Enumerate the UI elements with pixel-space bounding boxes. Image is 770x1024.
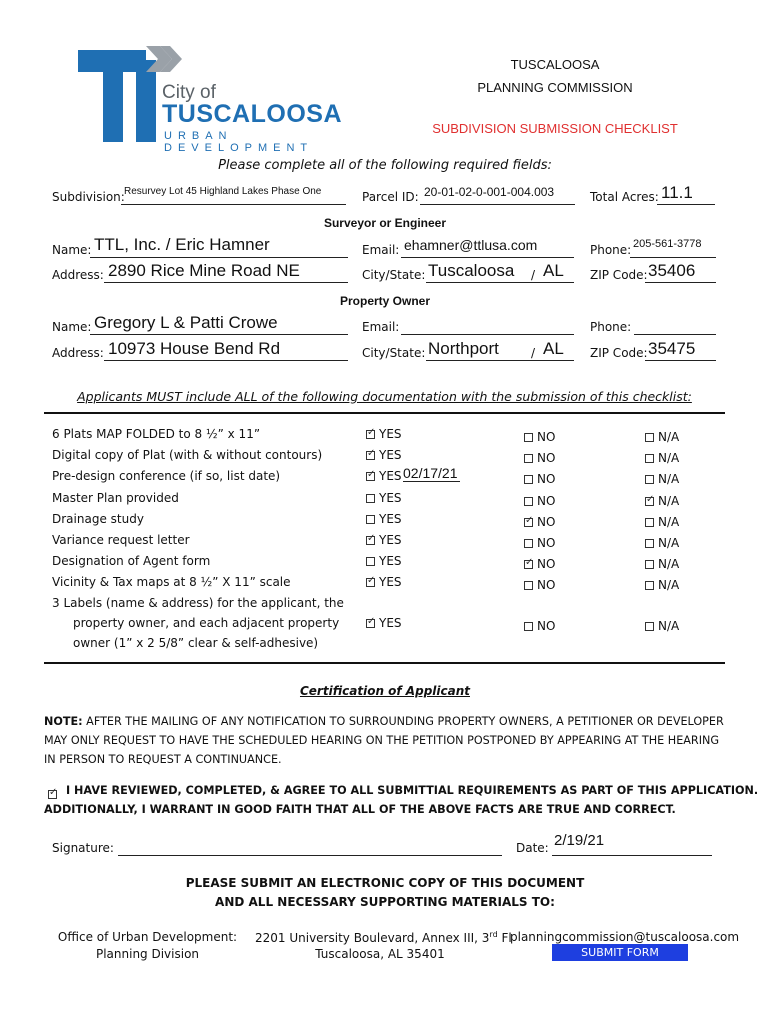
surveyor-address-label: Address: bbox=[52, 268, 104, 282]
owner-heading: Property Owner bbox=[339, 294, 431, 308]
footer-email[interactable]: planningcommission@tuscaloosa.com bbox=[510, 930, 740, 944]
date-field[interactable]: 2/19/21 bbox=[554, 832, 605, 849]
acres-field[interactable]: 11.1 bbox=[661, 183, 693, 202]
option-no bbox=[524, 536, 555, 550]
owner-city-label: City/State: bbox=[362, 346, 426, 360]
labels-option-yes bbox=[366, 616, 402, 630]
labels-option-yes-label: YES bbox=[379, 616, 402, 630]
submit-copy-line1: PLEASE SUBMIT AN ELECTRONIC COPY OF THIS DOCUMENT bbox=[185, 876, 585, 890]
checkbox-no[interactable] bbox=[524, 539, 533, 548]
option-no-label: NO bbox=[537, 578, 556, 592]
option-na bbox=[645, 494, 679, 508]
labels-checkbox-yes[interactable] bbox=[366, 619, 375, 628]
city-logo bbox=[78, 42, 368, 154]
note-line3: IN PERSON TO REQUEST A CONTINUANCE. bbox=[44, 753, 282, 766]
option-yes-label: YES bbox=[379, 427, 402, 441]
logo-name: TUSCALOOSA bbox=[162, 100, 342, 128]
logo-city-of: City of bbox=[162, 82, 216, 103]
option-na bbox=[645, 578, 679, 592]
checkbox-na[interactable] bbox=[645, 560, 654, 569]
surveyor-email-field[interactable]: ehamner@ttlusa.com bbox=[404, 237, 538, 253]
owner-slash: / bbox=[531, 346, 536, 360]
checklist-item-label: Pre-design conference (if so, list date) bbox=[52, 469, 281, 483]
note-line2: MAY ONLY REQUEST TO HAVE THE SCHEDULED HEARING ON THE PETITION POSTPONED BY APPEARING AT THE HEARING bbox=[44, 734, 720, 747]
agree-line1: I HAVE REVIEWED, COMPLETED, & AGREE TO ALL SUBMITTIAL REQUIREMENTS AS PART OF THIS APPLICATION. bbox=[66, 784, 759, 797]
checkbox-no[interactable] bbox=[524, 454, 533, 463]
subdivision-label: Subdivision: bbox=[52, 190, 125, 204]
checkbox-yes[interactable] bbox=[366, 536, 375, 545]
option-na-label: N/A bbox=[658, 536, 680, 550]
option-no bbox=[524, 494, 555, 508]
option-na-label: N/A bbox=[658, 451, 680, 465]
address-line1-end: Fl bbox=[497, 931, 512, 945]
option-na-label: N/A bbox=[658, 472, 680, 486]
surveyor-slash: / bbox=[531, 268, 536, 282]
option-no-label: NO bbox=[537, 451, 556, 465]
address-line2: Tuscaloosa, AL 35401 bbox=[315, 947, 445, 961]
signature-label: Signature: bbox=[52, 841, 114, 855]
surveyor-name-field[interactable]: TTL, Inc. / Eric Hamner bbox=[94, 235, 270, 254]
mailing-address bbox=[255, 930, 512, 945]
option-na-label: N/A bbox=[658, 494, 680, 508]
surveyor-email-label: Email: bbox=[362, 243, 400, 257]
checkbox-na[interactable] bbox=[645, 581, 654, 590]
surveyor-state-field[interactable]: AL bbox=[543, 261, 564, 280]
checklist-bottom-rule bbox=[44, 662, 725, 664]
option-na-label: N/A bbox=[658, 578, 680, 592]
labels-item-line2: property owner, and each adjacent property bbox=[73, 616, 340, 630]
option-na-label: N/A bbox=[658, 430, 680, 444]
checkbox-yes[interactable] bbox=[366, 430, 375, 439]
option-na-label: N/A bbox=[658, 557, 680, 571]
labels-checkbox-na[interactable] bbox=[645, 622, 654, 631]
option-no-label: NO bbox=[537, 494, 556, 508]
checkbox-yes[interactable] bbox=[366, 472, 375, 481]
labels-option-na bbox=[645, 619, 679, 633]
logo-subtitle: URBAN DEVELOPMENT bbox=[164, 130, 314, 154]
applicants-note: Applicants MUST include ALL of the following documentation with the submission of this checklist: bbox=[77, 389, 692, 404]
instructions: Please complete all of the following required fields: bbox=[218, 158, 552, 173]
option-no-label: NO bbox=[537, 536, 556, 550]
note-line1: AFTER THE MAILING OF ANY NOTIFICATION TO SURROUNDING PROPERTY OWNERS, A PETITIONER OR DEVELOPER bbox=[82, 715, 724, 728]
checkbox-na[interactable] bbox=[645, 539, 654, 548]
option-yes-label: YES bbox=[379, 448, 402, 462]
surveyor-heading: Surveyor or Engineer bbox=[323, 216, 447, 230]
option-no bbox=[524, 472, 555, 486]
option-na bbox=[645, 515, 679, 529]
checklist-item-label: Master Plan provided bbox=[52, 491, 179, 505]
labels-item-line3: owner (1” x 2 5/8” clear & self-adhesive) bbox=[73, 636, 319, 650]
option-yes bbox=[366, 512, 402, 526]
option-na bbox=[645, 430, 679, 444]
checkbox-no[interactable] bbox=[524, 497, 533, 506]
option-yes-label: YES bbox=[379, 533, 402, 547]
owner-zip-field[interactable]: 35475 bbox=[648, 339, 696, 358]
labels-item-line1: 3 Labels (name & address) for the applicant, the bbox=[52, 596, 344, 610]
checkbox-yes[interactable] bbox=[366, 494, 375, 503]
option-no bbox=[524, 557, 555, 571]
owner-city-field[interactable]: Northport bbox=[428, 339, 499, 358]
checklist-item-label: Vicinity & Tax maps at 8 ½” X 11” scale bbox=[52, 575, 291, 589]
labels-option-no-label: NO bbox=[537, 619, 556, 633]
option-na bbox=[645, 472, 679, 486]
owner-name-field[interactable]: Gregory L & Patti Crowe bbox=[94, 313, 278, 332]
acres-label: Total Acres: bbox=[590, 190, 659, 204]
option-no-label: NO bbox=[537, 515, 556, 529]
surveyor-zip-field[interactable]: 35406 bbox=[648, 261, 696, 280]
checklist-item-label: Designation of Agent form bbox=[52, 554, 211, 568]
option-yes bbox=[366, 448, 402, 462]
submit-copy-line2: AND ALL NECESSARY SUPPORTING MATERIALS TO: bbox=[215, 895, 555, 909]
certification-heading: Certification of Applicant bbox=[299, 684, 470, 698]
checkbox-na[interactable] bbox=[645, 454, 654, 463]
option-yes bbox=[366, 554, 402, 568]
agree-checkbox[interactable] bbox=[48, 790, 57, 799]
surveyor-city-field[interactable]: Tuscaloosa bbox=[428, 261, 515, 280]
option-no bbox=[524, 578, 555, 592]
parcel-label: Parcel ID: bbox=[362, 190, 419, 204]
option-no bbox=[524, 515, 555, 529]
checkbox-no[interactable] bbox=[524, 581, 533, 590]
option-yes-label: YES bbox=[379, 554, 402, 568]
owner-zip-label: ZIP Code: bbox=[590, 346, 648, 360]
signature-line[interactable] bbox=[118, 841, 502, 856]
agree-line2: ADDITIONALLY, I WARRANT IN GOOD FAITH THAT ALL OF THE ABOVE FACTS ARE TRUE AND CORRECT. bbox=[44, 803, 676, 816]
checkbox-no[interactable] bbox=[524, 475, 533, 484]
checklist-item-label: 6 Plats MAP FOLDED to 8 ½” x 11” bbox=[52, 427, 261, 441]
checkbox-na[interactable] bbox=[645, 433, 654, 442]
checkbox-yes[interactable] bbox=[366, 557, 375, 566]
surveyor-phone-label: Phone: bbox=[590, 243, 632, 257]
owner-address-field[interactable]: 10973 House Bend Rd bbox=[108, 339, 281, 358]
surveyor-name-label: Name: bbox=[52, 243, 92, 257]
option-yes-label: YES bbox=[379, 512, 402, 526]
checkbox-na[interactable] bbox=[645, 475, 654, 484]
parcel-field[interactable]: 20-01-02-0-001-004.003 bbox=[424, 185, 555, 199]
option-no bbox=[524, 451, 555, 465]
checklist-item-label: Drainage study bbox=[52, 512, 144, 526]
office-line2: Planning Division bbox=[95, 947, 200, 961]
header-line2: PLANNING COMMISSION bbox=[477, 80, 633, 95]
submit-form-button[interactable]: SUBMIT FORM bbox=[552, 944, 688, 961]
checkbox-yes[interactable] bbox=[366, 515, 375, 524]
note-label: NOTE: bbox=[44, 715, 83, 728]
option-no-label: NO bbox=[537, 557, 556, 571]
address-line1: 2201 University Boulevard, Annex III, 3 bbox=[255, 931, 490, 945]
option-yes-label: YES bbox=[379, 575, 402, 589]
surveyor-phone-field[interactable]: 205-561-3778 bbox=[633, 238, 702, 250]
address-sup: rd bbox=[489, 930, 498, 939]
option-na-label: N/A bbox=[658, 515, 680, 529]
option-yes bbox=[366, 491, 402, 505]
option-no-label: NO bbox=[537, 472, 556, 486]
owner-state-field[interactable]: AL bbox=[543, 339, 564, 358]
surveyor-zip-label: ZIP Code: bbox=[590, 268, 648, 282]
checkbox-na[interactable] bbox=[645, 518, 654, 527]
labels-checkbox-no[interactable] bbox=[524, 622, 533, 631]
option-yes bbox=[366, 427, 402, 441]
owner-email-label: Email: bbox=[362, 320, 400, 334]
owner-phone-label: Phone: bbox=[590, 320, 632, 334]
surveyor-address-field[interactable]: 2890 Rice Mine Road NE bbox=[108, 261, 300, 280]
subdivision-field[interactable]: Resurvey Lot 45 Highland Lakes Phase One bbox=[124, 186, 322, 197]
certification-note bbox=[44, 712, 734, 769]
option-yes-label: YES bbox=[379, 469, 402, 483]
option-yes-label: YES bbox=[379, 491, 402, 505]
checkbox-no[interactable] bbox=[524, 433, 533, 442]
office-line1: Office of Urban Development: bbox=[57, 930, 238, 944]
date-label: Date: bbox=[516, 841, 549, 855]
owner-phone-line[interactable] bbox=[634, 320, 716, 335]
owner-address-label: Address: bbox=[52, 346, 104, 360]
owner-name-label: Name: bbox=[52, 320, 92, 334]
option-yes bbox=[366, 575, 402, 589]
checkbox-yes[interactable] bbox=[366, 578, 375, 587]
option-no bbox=[524, 430, 555, 444]
checkbox-yes[interactable] bbox=[366, 451, 375, 460]
option-yes bbox=[366, 533, 402, 547]
checkbox-na[interactable] bbox=[645, 497, 654, 506]
checkbox-no[interactable] bbox=[524, 560, 533, 569]
checklist-top-rule bbox=[44, 412, 725, 414]
option-na bbox=[645, 451, 679, 465]
option-no-label: NO bbox=[537, 430, 556, 444]
labels-option-no bbox=[524, 619, 555, 633]
predesign-date-field[interactable]: 02/17/21 bbox=[403, 465, 458, 481]
option-na bbox=[645, 536, 679, 550]
page-title: SUBDIVISION SUBMISSION CHECKLIST bbox=[432, 121, 678, 136]
option-yes bbox=[366, 469, 402, 483]
labels-option-na-label: N/A bbox=[658, 619, 680, 633]
owner-email-line[interactable] bbox=[401, 320, 574, 335]
header-line1: TUSCALOOSA bbox=[510, 57, 600, 72]
checklist-item-label: Variance request letter bbox=[52, 533, 190, 547]
checklist-item-label: Digital copy of Plat (with & without contours) bbox=[52, 448, 323, 462]
surveyor-city-label: City/State: bbox=[362, 268, 426, 282]
checkbox-no[interactable] bbox=[524, 518, 533, 527]
option-na bbox=[645, 557, 679, 571]
